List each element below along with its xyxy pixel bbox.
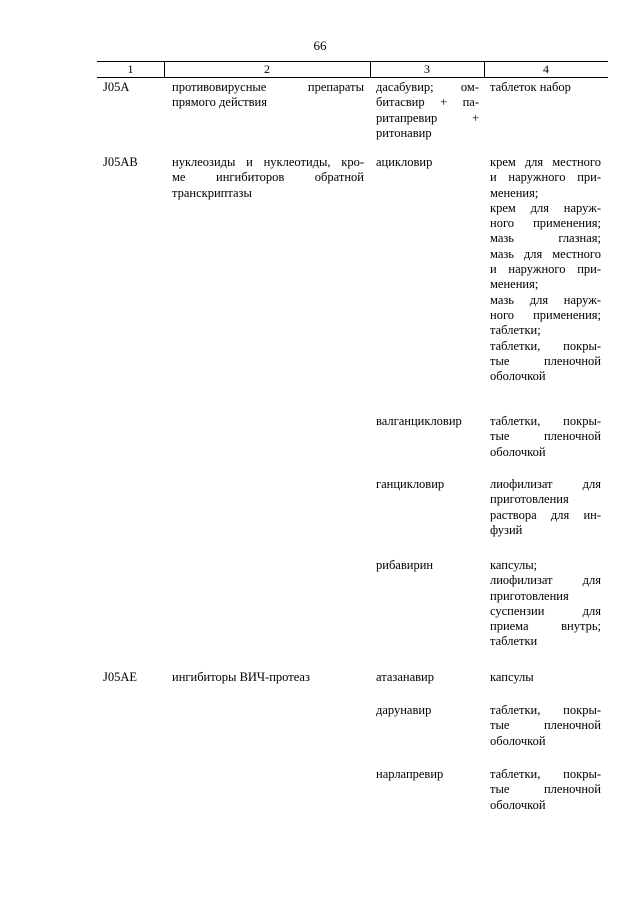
cell-line: атазанавир [376, 670, 434, 684]
cell-line: дарунавир [376, 703, 432, 717]
cell-line: приема внутрь; [490, 619, 601, 634]
cell-line: ацикловир [376, 155, 433, 169]
cell-line: таблетки, покры- [490, 338, 601, 353]
code-cell: J05AB [103, 155, 138, 169]
forms-cell [490, 155, 601, 384]
cell-line: тые пленочной [490, 429, 601, 444]
cell-line: оболочкой [490, 444, 546, 459]
table-header [97, 61, 608, 78]
cell-line: и наружного при- [490, 262, 601, 277]
column-divider [484, 61, 485, 77]
cell-line: крем для местного [490, 155, 601, 169]
cell-line: тые пленочной [490, 718, 601, 733]
drug-cell [376, 767, 479, 782]
cell-line: таблетки, покры- [490, 703, 601, 717]
cell-line: ного применения; [490, 216, 601, 231]
cell-line: фузий [490, 522, 523, 537]
cell-line: битасвир + па- [376, 95, 479, 110]
forms-cell [490, 670, 601, 685]
forms-cell [490, 414, 601, 460]
cell-line: транскриптазы [172, 185, 252, 200]
column-divider [164, 61, 165, 77]
cell-line: противовирусные препараты [172, 80, 364, 94]
cell-line: таблетки; [490, 323, 541, 338]
group-cell [172, 670, 364, 685]
cell-line: оболочкой [490, 797, 546, 812]
forms-cell [490, 80, 601, 95]
cell-line: мазь глазная; [490, 231, 601, 246]
code-cell: J05A [103, 80, 130, 94]
cell-line: менения; [490, 185, 539, 200]
cell-line: тые пленочной [490, 782, 601, 797]
drug-cell [376, 414, 479, 429]
drug-cell [376, 80, 479, 141]
cell-line: тые пленочной [490, 353, 601, 368]
forms-cell [490, 558, 601, 650]
cell-line: и наружного при- [490, 170, 601, 185]
column-divider [370, 61, 371, 77]
header-col-4: 4 [543, 62, 549, 76]
header-col-1: 1 [127, 62, 134, 76]
drug-cell [376, 477, 479, 492]
header-col-3: 3 [424, 62, 430, 76]
cell-line: ритапревир + [376, 110, 479, 125]
cell-line: ме ингибиторов обратной [172, 170, 364, 185]
cell-line: оболочкой [490, 733, 546, 748]
cell-line: приготовления [490, 588, 569, 603]
page-number: 66 [313, 38, 327, 53]
cell-line: прямого действия [172, 95, 267, 110]
drug-cell [376, 703, 479, 718]
cell-line: рибавирин [376, 558, 434, 572]
cell-line: ингибиторы ВИЧ-протеаз [172, 670, 310, 684]
drug-cell [376, 558, 479, 573]
cell-line: лиофилизат для [490, 477, 601, 491]
forms-cell [490, 477, 601, 538]
drug-cell [376, 155, 479, 170]
cell-line: лиофилизат для [490, 573, 601, 588]
cell-line: крем для наруж- [490, 200, 601, 215]
cell-line: таблеток набор [490, 80, 571, 94]
cell-line: мазь для местного [490, 246, 601, 261]
code-cell: J05AE [103, 670, 138, 684]
forms-cell [490, 703, 601, 749]
group-cell [172, 80, 364, 111]
cell-line: валганцикловир [376, 414, 462, 428]
cell-line: раствора для ин- [490, 507, 601, 522]
cell-line: нарлапревир [376, 767, 444, 781]
header-col-2: 2 [264, 62, 270, 76]
cell-line: ритонавир [376, 125, 432, 140]
forms-cell [490, 767, 601, 813]
cell-line: капсулы [490, 670, 534, 684]
drug-cell [376, 670, 479, 685]
cell-line: ного применения; [490, 307, 601, 322]
cell-line: менения; [490, 277, 539, 292]
cell-line: суспензии для [490, 603, 601, 618]
cell-line: мазь для наруж- [490, 292, 601, 307]
cell-line: приготовления [490, 492, 569, 507]
cell-line: оболочкой [490, 369, 546, 384]
cell-line: таблетки, покры- [490, 414, 601, 428]
cell-line: капсулы; [490, 558, 538, 572]
cell-line: таблетки, покры- [490, 767, 601, 781]
cell-line: дасабувир; ом- [376, 80, 479, 94]
cell-line: ганцикловир [376, 477, 445, 491]
group-cell [172, 155, 364, 201]
cell-line: таблетки [490, 634, 538, 649]
cell-line: нуклеозиды и нуклеотиды, кро- [172, 155, 364, 169]
